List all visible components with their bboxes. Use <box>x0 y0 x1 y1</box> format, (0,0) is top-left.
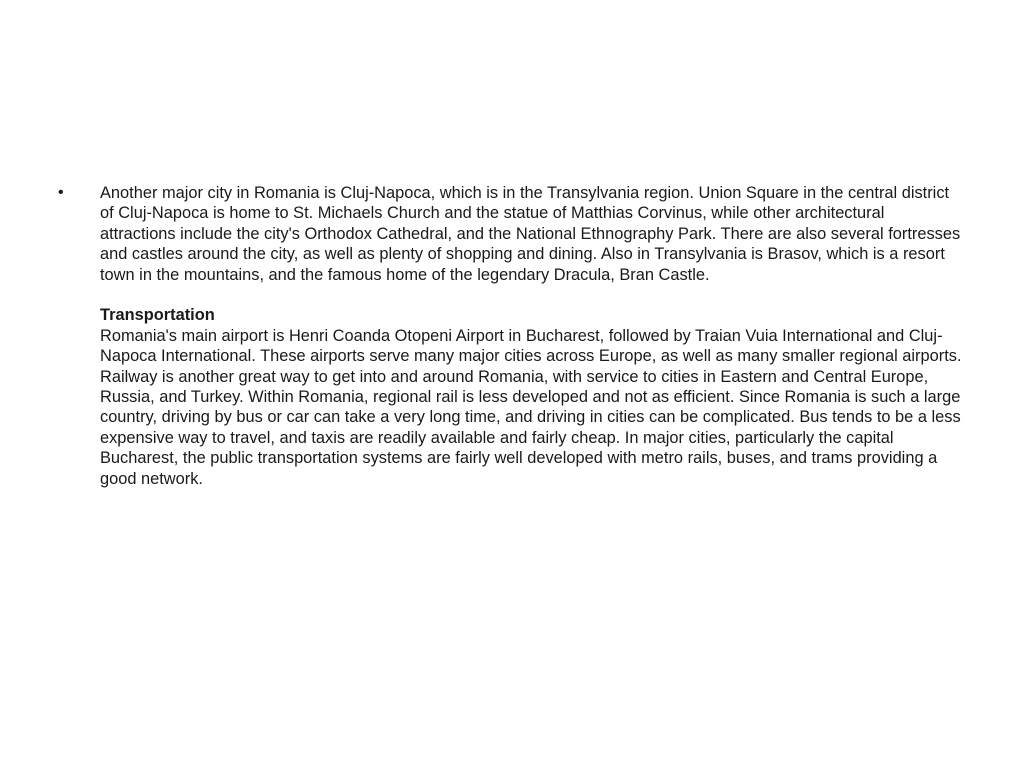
transportation-paragraph: Romania's main airport is Henri Coanda Otopeni Airport in Bucharest, followed by Traian Vuia International and Cluj-Napoca International. These airports serve many major cities across Europe, as well as many smaller regional airports. Railway is another great way to get into and around Romania, with service to cities in Eastern and Central Europe, Russia, and Turkey. Within Romania, regional rail is less developed and not as efficient. Since Romania is such a large country, driving by bus or car can take a very long time, and driving in cities can be complicated. Bus tends to be a less expensive way to travel, and taxis are readily available and fairly cheap. In major cities, particularly the capital Bucharest, the public transportation systems are fairly well developed with metro rails, buses, and trams providing a good network. <box>100 326 962 488</box>
slide-content <box>58 183 963 489</box>
bullet-item <box>58 183 963 489</box>
paragraph-spacer <box>100 285 963 305</box>
bullet-body <box>100 183 963 489</box>
bullet-marker: • <box>58 184 64 201</box>
transportation-heading: Transportation <box>100 306 215 325</box>
cluj-napoca-paragraph: Another major city in Romania is Cluj-Napoca, which is in the Transylvania region. Union Square in the central district of Cluj-Napoca is home to St. Michaels Church and the statue of Matthias Corvinus, while other architectural attractions include the city's Orthodox Cathedral, and the National Ethnography Park. There are also several fortresses and castles around the city, as well as plenty of shopping and dining. Also in Transylvania is Brasov, which is a resort town in the mountains, and the famous home of the legendary Dracula, Bran Castle. <box>100 184 961 284</box>
